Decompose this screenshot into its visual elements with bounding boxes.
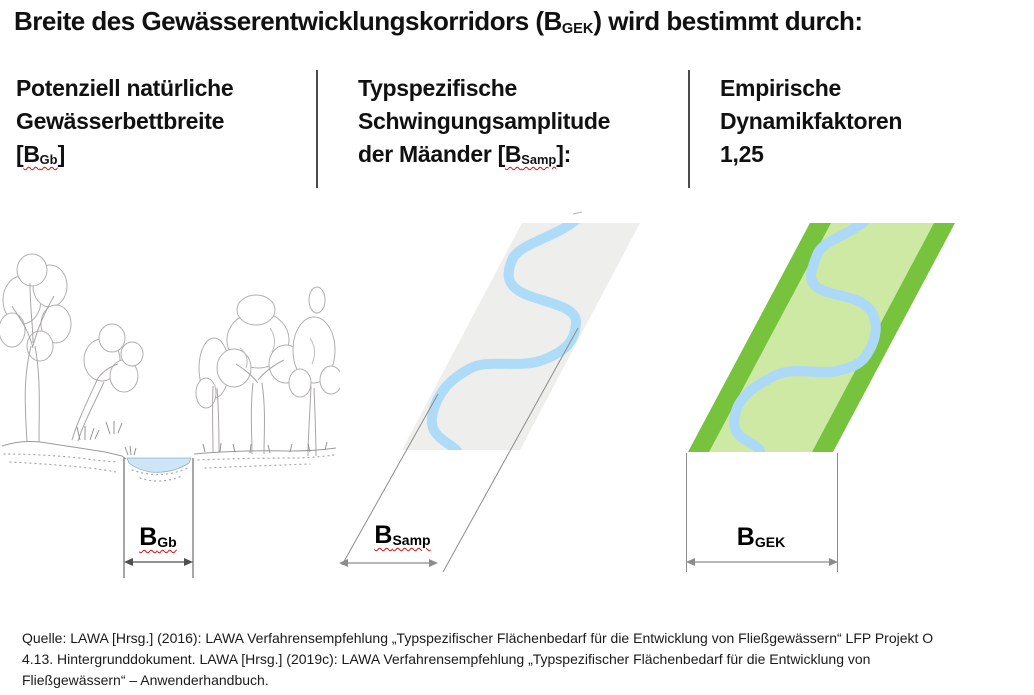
dimension-arrow-bgek [686,453,838,572]
slide-title-subscript: GEK [561,20,594,37]
amplitude-band [402,223,640,450]
bracket-open: [ [16,141,24,167]
bracket-close: ] [57,141,65,167]
slide-title [14,6,863,37]
formula-bgb [23,141,57,167]
label-bsamp [350,522,455,551]
header-formula-line [16,138,311,174]
label-subscript: Gb [157,534,177,550]
slide-title-text-after: ) wird bestimmt durch: [593,6,863,36]
ground-line [2,442,336,460]
label-bgek-text [737,523,785,551]
band-top-tick [573,212,582,214]
formula-subscript: Gb [39,152,58,168]
column-dynamikfaktoren [720,72,1020,171]
label-subscript: Samp [392,532,431,548]
column-divider [316,70,318,188]
slide-title-text: Breite des Gewässerentwicklungskorridors (B [14,6,562,36]
label-bgb-text [139,523,177,551]
formula-base: B [23,141,40,167]
label-base: B [374,521,393,549]
header-formula-line [358,138,684,174]
label-base: B [736,523,755,551]
grass-tufts [77,421,327,455]
header-line: Potenziell natürliche [16,75,234,101]
formula-bsamp [505,141,556,167]
formula-prefix: der Mäander [358,141,498,167]
label-bsamp-text [374,521,430,549]
bracket-open: [ [497,141,505,167]
header-line: Gewässerbettbreite [16,108,225,134]
header-line: 1,25 [720,141,764,167]
header-line: Typspezifische [358,75,517,101]
column-schwingungsamplitude [358,72,684,174]
formula-subscript: Samp [521,152,557,168]
label-subscript: GEK [754,534,786,550]
label-bgek [711,524,811,553]
column-gewaesserbettbreite [16,72,311,174]
header-line: Schwingungsamplitude [358,108,611,134]
header-line: Empirische [720,75,841,101]
source-citation: Quelle: LAWA [Hrsg.] (2016): LAWA Verfahrensempfehlung „Typspezifischer Flächenbedarf für die Entwicklung von Fließgewässern“ LFP Projekt O 4.13. Hintergrunddokument. LAWA [Hrsg.] (2019c): LAWA Verfahrensempfehlung „Typspezifischer Flächenbedarf für die Entwicklung von Fließgewässern“ – Anwenderhandbuch. [22,630,934,688]
label-bgb [112,524,204,553]
tree-canopies-left [0,254,143,392]
bracket-close: ]: [556,141,572,167]
dimension-arrow-bgb [124,458,193,578]
formula-base: B [504,141,522,167]
corridor-band [688,223,955,452]
label-base: B [139,523,158,551]
header-line: Dynamikfaktoren [720,108,903,134]
column-divider [688,70,690,188]
